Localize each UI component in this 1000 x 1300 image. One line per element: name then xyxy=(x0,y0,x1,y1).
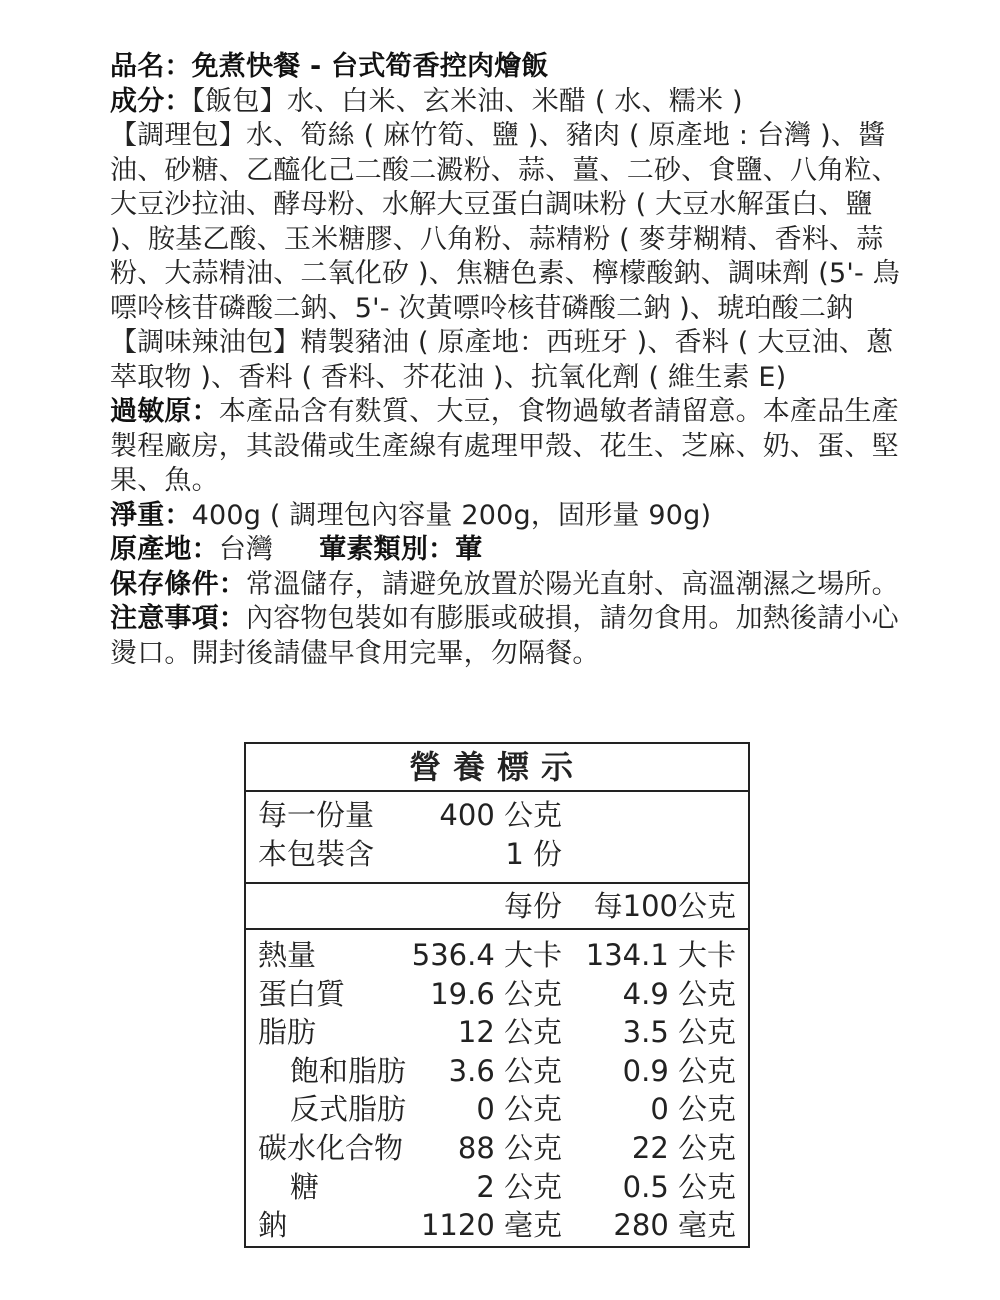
nutrient-name: 脂肪 xyxy=(258,1015,317,1050)
ingredients-line xyxy=(110,85,910,396)
nutrient-name: 反式脂肪 xyxy=(290,1092,407,1127)
nutrient-per-100g: 0.9 公克 xyxy=(622,1053,736,1088)
nutrition-title: 營養標示 xyxy=(246,744,748,792)
nutrient-name: 熱量 xyxy=(258,938,317,972)
nutrient-per-serving: 536.4 大卡 xyxy=(411,938,562,972)
nutrient-name: 飽和脂肪 xyxy=(290,1053,407,1088)
nutrient-per-serving: 1120 毫克 xyxy=(420,1208,562,1243)
serving-size-label: 每一份量 xyxy=(258,798,375,832)
nutrient-per-100g: 0 公克 xyxy=(650,1092,736,1127)
nutrient-per-serving: 0 公克 xyxy=(476,1092,562,1127)
nutrient-per-100g: 3.5 公克 xyxy=(622,1015,736,1050)
allergen-key: 過敏原： xyxy=(110,396,219,427)
nutrient-row xyxy=(246,936,748,975)
nutrient-row xyxy=(246,1090,748,1129)
storage-line xyxy=(110,568,910,603)
nutrient-per-serving: 2 公克 xyxy=(476,1169,562,1204)
net-weight-text: 400g ( 調理包內容量 200g，固形量 90g) xyxy=(191,499,712,531)
nutrient-name: 碳水化合物 xyxy=(258,1130,404,1165)
origin-text: 台灣 xyxy=(218,534,274,565)
nutrient-name: 鈉 xyxy=(258,1208,288,1243)
col-per-100g: 每100公克 xyxy=(593,889,736,923)
serving-size-value: 400 公克 xyxy=(439,798,562,832)
nutrition-column-header xyxy=(246,884,748,930)
nutrient-row xyxy=(246,1168,748,1207)
product-name-line xyxy=(110,50,910,85)
allergen-line xyxy=(110,395,910,499)
product-name: 免煮快餐 - 台式筍香控肉燴飯 xyxy=(191,51,549,82)
nutrition-facts-table xyxy=(244,742,750,1248)
notice-line xyxy=(110,602,910,671)
servings-row xyxy=(246,835,748,874)
nutrient-row xyxy=(246,1052,748,1091)
ingredients-key: 成分： xyxy=(110,85,192,117)
nutrient-per-serving: 3.6 公克 xyxy=(448,1053,562,1088)
storage-key: 保存條件： xyxy=(110,568,246,600)
nutrient-per-100g: 4.9 公克 xyxy=(622,976,736,1011)
nutrient-per-serving: 12 公克 xyxy=(457,1015,562,1050)
storage-text: 常溫儲存，請避免放置於陽光直射、高溫潮濕之場所。 xyxy=(246,568,899,600)
origin-key: 原產地： xyxy=(110,534,219,565)
nutrient-per-100g: 22 公克 xyxy=(631,1130,736,1165)
col-per-serving: 每份 xyxy=(503,889,562,923)
servings-label: 本包裝含 xyxy=(258,837,375,871)
servings-value: 1 份 xyxy=(505,837,562,871)
nutrient-name: 蛋白質 xyxy=(258,976,346,1011)
nutrient-row xyxy=(246,1129,748,1168)
product-label-text xyxy=(110,50,910,671)
nutrient-name: 糖 xyxy=(290,1169,320,1204)
diet-key: 葷素類別： xyxy=(319,534,456,565)
net-weight-line xyxy=(110,499,910,534)
serving-size-row xyxy=(246,796,748,835)
nutrition-rows xyxy=(246,930,748,1245)
nutrient-row xyxy=(246,1013,748,1052)
diet-text: 葷 xyxy=(455,534,483,565)
nutrient-per-serving: 19.6 公克 xyxy=(430,976,562,1011)
notice-text: 內容物包裝如有膨脹或破損，請勿食用。加熱後請小心燙口。開封後請儘早食用完畢，勿隔餐。 xyxy=(110,603,899,669)
nutrient-per-serving: 88 公克 xyxy=(457,1130,562,1165)
ingredients-text: 【飯包】水、白米、玄米油、米醋 ( 水、糯米 ) 【調理包】水、筍絲 ( 麻竹筍、鹽 )、豬肉 ( 原產地 : 台灣 )、醬油、砂糖、乙醯化己二酸二澱粉、蒜、薑、二砂、食鹽、八角粒、大豆沙拉油、酵母粉、水解大豆蛋白調味粉 ( 大豆水解蛋白、鹽 )、胺基乙酸、玉米糖膠、八角粉、蒜精粉 ( 麥芽糊精、香料、蒜粉、大蒜精油、二氧化矽 )、焦糖色素、檸檬酸鈉、調味劑 (5'- 鳥嘌呤核苷磷酸二鈉、5'- 次黃嘌呤核苷磷酸二鈉 )、琥珀酸二鈉 【調味辣油包】精製豬油 ( 原產地：西班牙 )、香料 ( 大豆油、蔥萃取物 )、香料 ( 香料、芥花油 )、抗氧化劑 ( 維生素 E) xyxy=(110,85,900,393)
serving-info xyxy=(246,796,748,884)
nutrient-per-100g: 280 毫克 xyxy=(613,1208,736,1243)
nutrient-row xyxy=(246,1206,748,1245)
product-name-key: 品名： xyxy=(110,51,192,82)
allergen-text: 本產品含有麩質、大豆，食物過敏者請留意。本產品生產製程廠房，其設備或生產線有處理甲殼、花生、芝麻、奶、蛋、堅果、魚。 xyxy=(110,396,899,496)
nutrient-per-100g: 0.5 公克 xyxy=(622,1169,736,1204)
net-weight-key: 淨重： xyxy=(110,499,192,531)
origin-diet-line xyxy=(110,533,910,568)
nutrient-row xyxy=(246,975,748,1014)
notice-key: 注意事項： xyxy=(110,603,246,634)
nutrient-per-100g: 134.1 大卡 xyxy=(585,938,736,972)
